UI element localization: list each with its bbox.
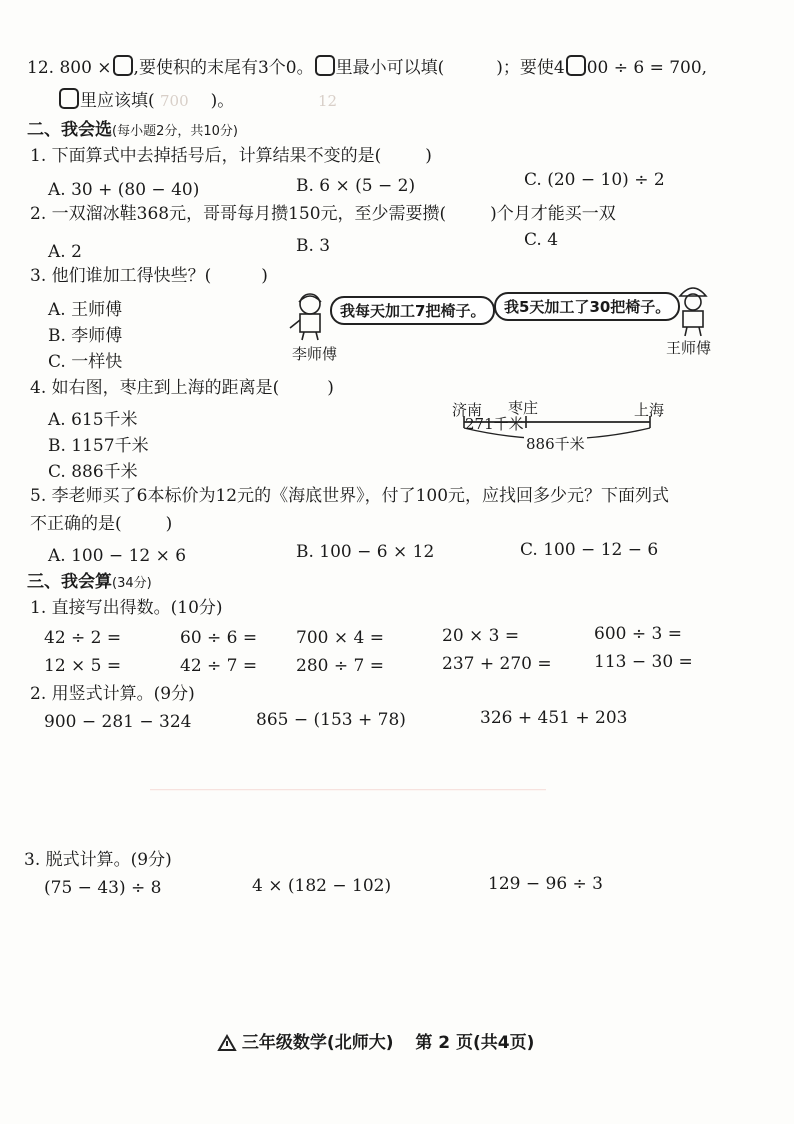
s3-q1-title: 1. 直接写出得数。(10分) [30, 598, 223, 618]
s2-q5-option-b: B. 100 − 6 × 12 [296, 542, 435, 562]
q12-line2: 里应该填( )。 [58, 88, 234, 111]
speech-bubble-wang: 我5天加工了30把椅子。 [494, 292, 680, 321]
s2-q1-option-c: C. (20 − 10) ÷ 2 [524, 170, 665, 190]
map-distance-zaozhuang-shanghai: 886千米 [526, 435, 585, 453]
warning-triangle-icon [218, 1035, 236, 1051]
footer-page: 第 2 页(共4页) [415, 1033, 535, 1053]
s2-q2-option-a: A. 2 [48, 242, 82, 262]
map-label-zaozhuang: 枣庄 [508, 399, 539, 417]
worker-wang-illustration [676, 282, 710, 338]
s2-q1-stem: 1. 下面算式中去掉括号后，计算结果不变的是( ) [30, 146, 432, 166]
footer-title: 三年级数学(北师大) [241, 1033, 394, 1053]
calc-item: 12 × 5 = [44, 656, 122, 676]
page-footer [218, 1028, 534, 1053]
s2-q2-option-b: B. 3 [296, 236, 331, 256]
s2-q5-option-c: C. 100 − 12 − 6 [520, 540, 659, 560]
calc-item: 42 ÷ 2 = [44, 628, 122, 648]
step-calc-item: 129 − 96 ÷ 3 [488, 874, 603, 894]
bleed-through-text: 700 [160, 92, 189, 110]
vertical-calc-item: 326 + 451 + 203 [480, 708, 628, 728]
calc-item: 700 × 4 = [296, 628, 384, 648]
worker-wang-name: 王师傅 [666, 339, 712, 357]
bleed-through-text: ____________________________________________ [150, 770, 546, 791]
s3-q3-title: 3. 脱式计算。(9分) [24, 850, 172, 870]
blank-box [59, 88, 79, 109]
calc-item: 280 ÷ 7 = [296, 656, 384, 676]
calc-item: 113 − 30 = [594, 652, 693, 672]
s2-q5-stem-line1: 5. 李老师买了6本标价为12元的《海底世界》，付了100元，应找回多少元？下面列式 [30, 486, 670, 506]
speech-bubble-li: 我每天加工7把椅子。 [330, 296, 495, 325]
step-calc-item: (75 − 43) ÷ 8 [44, 878, 162, 898]
vertical-calc-item: 900 − 281 − 324 [44, 712, 192, 732]
calc-item: 20 × 3 = [442, 626, 520, 646]
s2-q1-option-a: A. 30 + (80 − 40) [48, 180, 200, 200]
blank-box [566, 55, 586, 76]
map-label-jinan: 济南 [452, 401, 483, 419]
calc-item: 600 ÷ 3 = [594, 624, 682, 644]
s2-q4-option-c: C. 886千米 [48, 462, 138, 482]
step-calc-item: 4 × (182 − 102) [252, 876, 392, 896]
calc-item: 60 ÷ 6 = [180, 628, 258, 648]
s2-q3-option-b: B. 李师傅 [48, 326, 123, 346]
map-label-shanghai: 上海 [634, 401, 665, 419]
section2-title: 二、我会选(每小题2分，共10分) [27, 120, 238, 140]
section3-title: 三、我会算(34分) [27, 572, 152, 592]
s2-q2-option-c: C. 4 [524, 230, 559, 250]
s2-q2-stem: 2. 一双溜冰鞋368元，哥哥每月攒150元，至少需要攒( )个月才能买一双 [30, 204, 616, 224]
vertical-calc-item: 865 − (153 + 78) [256, 710, 406, 730]
blank-box [315, 55, 335, 76]
s2-q1-option-b: B. 6 × (5 − 2) [296, 176, 416, 196]
map-distance-jinan-zaozhuang: 271千米 [465, 415, 524, 433]
s2-q5-option-a: A. 100 − 12 × 6 [48, 546, 187, 566]
s2-q3-option-c: C. 一样快 [48, 352, 123, 372]
bleed-through-text: 12 [318, 92, 338, 110]
blank-box [113, 55, 133, 76]
worker-li-illustration [286, 292, 336, 340]
s2-q4-stem: 4. 如右图，枣庄到上海的距离是( ) [30, 378, 334, 398]
s2-q4-option-b: B. 1157千米 [48, 436, 149, 456]
q12-line1: 12. 800 × ,要使积的末尾有3个0。 里最小可以填( )；要使4 00 ÷ 6 = 700, [27, 55, 707, 78]
worker-li-name: 李师傅 [292, 345, 338, 363]
s2-q5-stem-line2: 不正确的是( ) [30, 514, 173, 534]
s2-q3-stem: 3. 他们谁加工得快些？( ) [30, 266, 268, 286]
s2-q3-option-a: A. 王师傅 [48, 300, 123, 320]
calc-item: 42 ÷ 7 = [180, 656, 258, 676]
calc-item: 237 + 270 = [442, 654, 552, 674]
s2-q4-option-a: A. 615千米 [48, 410, 138, 430]
s3-q2-title: 2. 用竖式计算。(9分) [30, 684, 195, 704]
